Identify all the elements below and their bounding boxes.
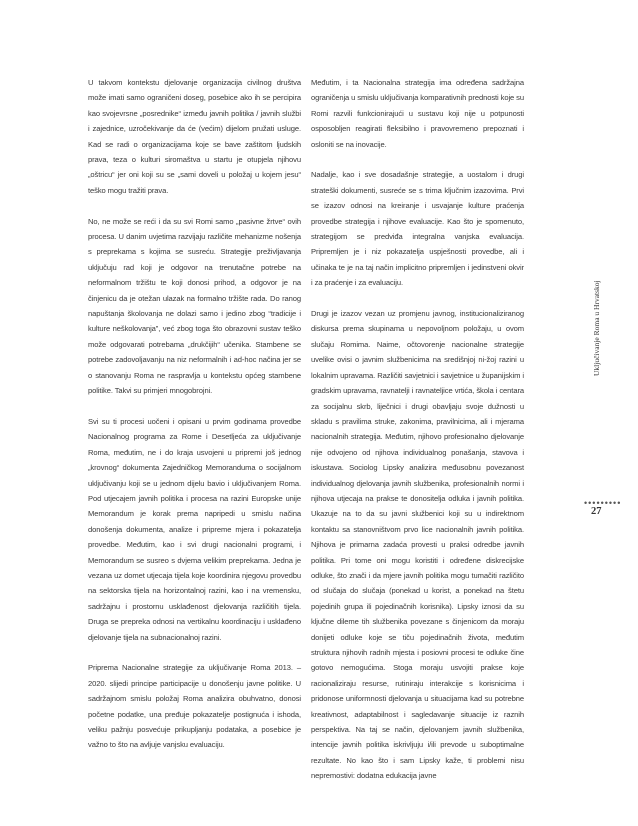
paragraph: Nadalje, kao i sve dosadašnje strategije, a uostalom i drugi strateški dokumenti, susreće se s trima ključnim izazovima. Prvi se izazov odnosi na kreiranje i usvajanje kulture praćenja provedbe strategija i njihove evaluacije. Kao što je spomenuto, strategijom se predviđa integralna vanjska evaluacija. Pripremljen je i niz pokazatelja uspješnosti provedbe, ali i učinaka te je na taj način implicitno pripremljen i jedinstveni okvir i za praćenje i za evaluaciju. [311, 170, 524, 288]
running-title: Uključivanje Roma u Hrvatskoj [592, 280, 601, 376]
paragraph: No, ne može se reći i da su svi Romi samo „pasivne žrtve“ ovih procesa. U danim uvjetima razvijaju različite mehanizme nošenja s preprekama s kojima se susreću. Strategije preživljavanja uključuju rad koji je odgovor na trenutačne potrebe na neformalnom tržištu te koji donosi prihod, a odgovor je na činjenicu da je otežan ulazak na formalno tržište rada. Do ranog napuštanja školovanja ne dolazi samo i jedino zbog “tradicije i kulture neškolovanja”, već zbog toga što obrazovni sustav teško može odgovarati potrebama „drukčijih“ učenika. Stambene se potrebe zadovoljavanju na niz neformalnih i ad-hoc načina jer se o stanovanju Roma ne raspravlja u kontekstu općeg stambene politike. Takvi su primjeri mnogobrojni. [88, 216, 301, 396]
paragraph: Priprema Nacionalne strategije za uključivanje Roma 2013. – 2020. slijedi principe participacije u donošenju javne politike. U sadržajnom smislu položaj Roma analizira obuhvatno, donosi početne podatke, una pređuje pokazatelje postignuća i ishoda, veliku pažnju posvećuje prikupljanju podataka, a posebice je važno to što na avljuje vanjsku evaluaciju. [88, 663, 301, 750]
paragraph: Drugi je izazov vezan uz promjenu javnog, institucionaliziranog diskursa prema skupinama u nepovoljnom položaju, u ovom slučaju Romima. Naime, očtovorenje nacionalne strategije uvelike ovisi o javnim službenicima na središnjoj ni-žoj razini u lokalnim upravama. Različiti savjetnici i savjetnice u županijskim i gradskim upravama, ravnatelji i ravnateljice vrtića, škola i centara za socijalnu skrb, liječnici i drugi obavljaju svoje dužnosti u skladu s pravilima struke, zakonima, pravilnicima, ali i mjerama nacionalnih strategija. Međutim, njihovo profesionalno djelovanje nije odvojeno od njihova individualnog ponašanja, stavova i iskustava. Sociolog Lipsky analizira međusobnu povezanost individualnog djelovanja javnih službenika, profesionalnih normi i njihova utjecaja na prakse te donositelja odluka i javnih politika. Ukazuje na to da su javni službenici koji su u indirektnom kontaktu sa stanovništvom prvo lice nacionalnih javnih politika. Njihova je primarna zadaća provesti u praksi odredbe javnih politika. Pri tome oni mogu koristiti i određene diskrecijske odluke, što znači i da mjere javnih politika mogu tumačiti različito od slučaja do slučaja (ponekad u korist, a ponekad na štetu pojedinih grupa ili pojedinačnih korisnika). Lipsky iznosi da su ključne dileme tih službenika povezane s činjenicom da moraju donijeti odluke koje se tiču pojedinačnih života, međutim struktura njihovih radnih mjesta i posiovni procesi te odluke čine gotovo nemogućima. Stoga moraju usvojiti prakse koje racionaliziraju resurse, rutiniraju interakcije s korisnicima i pridonose uniformnosti djelovanja u situacijama kad su potrebne kreativnost, adaptabilnost i sagledavanje situacije iz raznih perspektiva. Na taj se način, djelovanjem javnih službenika, intencije javnih politika iskrivljuju i/ili prevode u suboptimalne rezultate. No kao što i sam Lipsky kaže, ti problemi nisu nepremostivi: dodatna edukacija javne [311, 309, 524, 781]
right-text-column [311, 75, 524, 799]
page-number: 27 [591, 506, 602, 517]
paragraph: Svi su ti procesi uočeni i opisani u prvim godinama provedbe Nacionalnog programa za Rome i Desetljeća za uključivanje Roma, međutim, ne i do kraja usvojeni u pripremi još jednog „krovnog“ dokumenta Zajedničkog Memoranduma o socijalnom uključivanju koji se u jednom dijelu bavio i uključivanjem Roma. Pod utjecajem javnih politika i procesa na razini Europske unije Memorandum je korak prema napripedi u smislu načina donošenja dokumenta, analize i pripreme mjera i pokazatelja provedbe. Međutim, kao i svi drugi nacionalni programi, i Memorandum se susreo s dvjema velikim preprekama. Jedna je vezana uz domet utjecaja tijela koje koordinira njegovu provedbu na sektorska tijela na horizontalnoj razini, kao i na vremensku, sadržajnu i prostornu usklađenost djelovanja različitih tijela. Druga se prepreka odnosi na vertikalnu koordinaciju i usklađeno djelovanje tijela na subnacionalnoj razini. [88, 416, 301, 642]
paragraph: U takvom kontekstu djelovanje organizacija civilnog društva može imati samo ograničeni doseg, posebice ako ih se percipira kao svojevrsne „posrednike“ između javnih politika / javnih službi i zajednice, uzročekivanje da će (većim) dijelom pružati usluge. Kad se radi o organizacijama koje se bave zaštitom ljudskih prava, teza o kulturi siromaštva u startu je otupjela njihovu „oštricu“ jer oni koji su se „sami doveli u položaj u kojem jesu“ teško mogu tražiti prava. [88, 78, 301, 195]
paragraph: Međutim, i ta Nacionalna strategija ima određena sadržajna ograničenja u smislu uključivanja komparativnih prednosti koje su Romi razvili funkcionirajući u sustavu koji nije u potpunosti osposobljen reagirati fleksibilno i pravovremeno prepoznati i osloniti se na inovacije. [311, 78, 524, 149]
dot-divider: ••••••••• [584, 498, 622, 508]
left-text-column [88, 75, 301, 768]
